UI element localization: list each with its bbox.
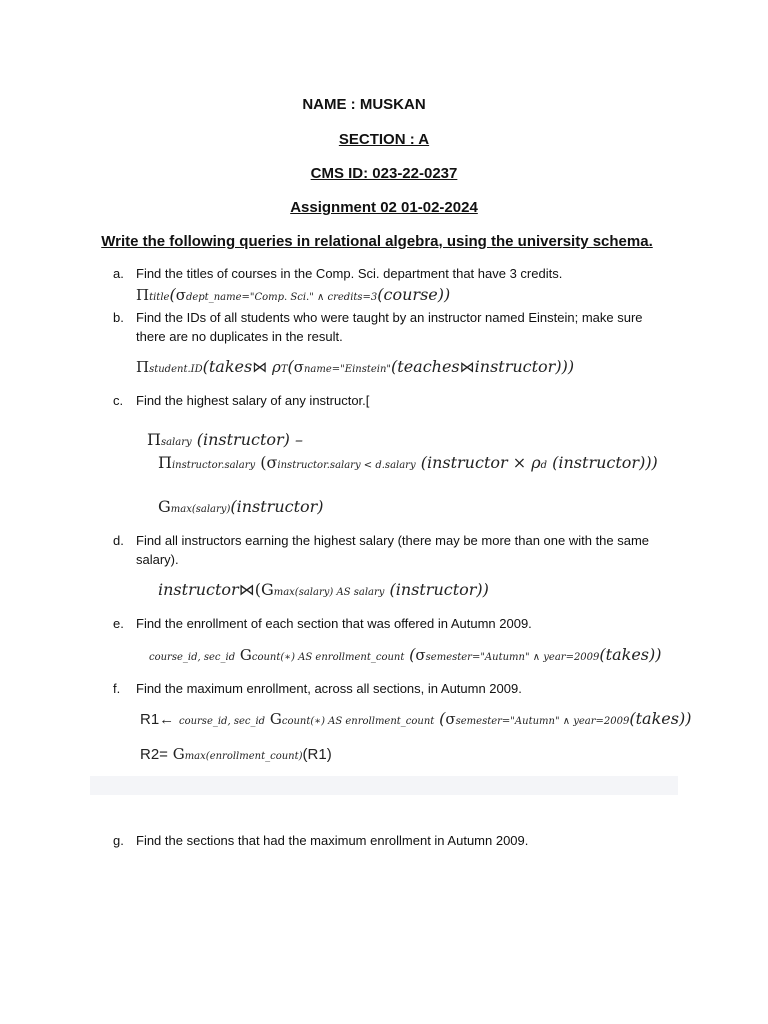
answer-c-line3: Gmax(salary)(instructor) bbox=[158, 497, 324, 516]
question-text: Find the maximum enrollment, across all sections, in Autumn 2009. bbox=[136, 681, 522, 696]
question-label: a. bbox=[113, 266, 124, 281]
question-label: b. bbox=[113, 310, 124, 325]
answer-c-line1: Πsalary (instructor) – bbox=[147, 430, 303, 449]
section-label: SECTION : A bbox=[338, 131, 430, 148]
question-label: f. bbox=[113, 681, 121, 696]
question-text: Find the enrollment of each section that was offered in Autumn 2009. bbox=[136, 616, 532, 631]
instruction-heading: Write the following queries in relational algebra, using the university schema. bbox=[101, 233, 653, 250]
answer-b: Πstudent.ID(takes⋈ ρT(σname="Einstein"(teaches⋈instructor))) bbox=[136, 357, 575, 376]
answer-f-line2: R2= Gmax(enrollment_count)(R1) bbox=[140, 745, 332, 763]
answer-f-line1: R1← course_id, sec_id Gcount(∗) AS enrollment_count (σsemester="Autumn" ∧ year=2009(takes)) bbox=[140, 709, 692, 728]
question-text: Find the titles of courses in the Comp. Sci. department that have 3 credits. bbox=[136, 266, 563, 281]
question-label: e. bbox=[113, 616, 124, 631]
question-text: Find the sections that had the maximum enrollment in Autumn 2009. bbox=[136, 833, 529, 848]
answer-d: instructor⋈(Gmax(salary) AS salary (instructor)) bbox=[158, 580, 489, 599]
cms-id: CMS ID: 023-22-0237 bbox=[310, 165, 458, 182]
question-text: Find the highest salary of any instructor.[ bbox=[136, 393, 370, 408]
answer-e: course_id, sec_id Gcount(∗) AS enrollment_count (σsemester="Autumn" ∧ year=2009(takes)) bbox=[149, 645, 662, 664]
question-label: d. bbox=[113, 533, 124, 548]
question-text: Find all instructors earning the highest salary (there may be more than one with the same salary). bbox=[136, 533, 650, 567]
blank-gray-band bbox=[90, 776, 678, 795]
question-text: Find the IDs of all students who were taught by an instructor named Einstein; make sure there are no duplicates in the result. bbox=[136, 310, 643, 344]
assignment-title: Assignment 02 01-02-2024 bbox=[290, 199, 478, 216]
answer-a: Πtitle(σdept_name="Comp. Sci." ∧ credits=3(course)) bbox=[136, 285, 451, 304]
answer-c-line2: Πinstructor.salary (σinstructor.salary < d.salary (instructor × ρd (instructor))) bbox=[158, 453, 658, 472]
question-label: c. bbox=[113, 393, 124, 408]
student-name: NAME : MUSKAN bbox=[302, 96, 426, 113]
question-label: g. bbox=[113, 833, 124, 848]
